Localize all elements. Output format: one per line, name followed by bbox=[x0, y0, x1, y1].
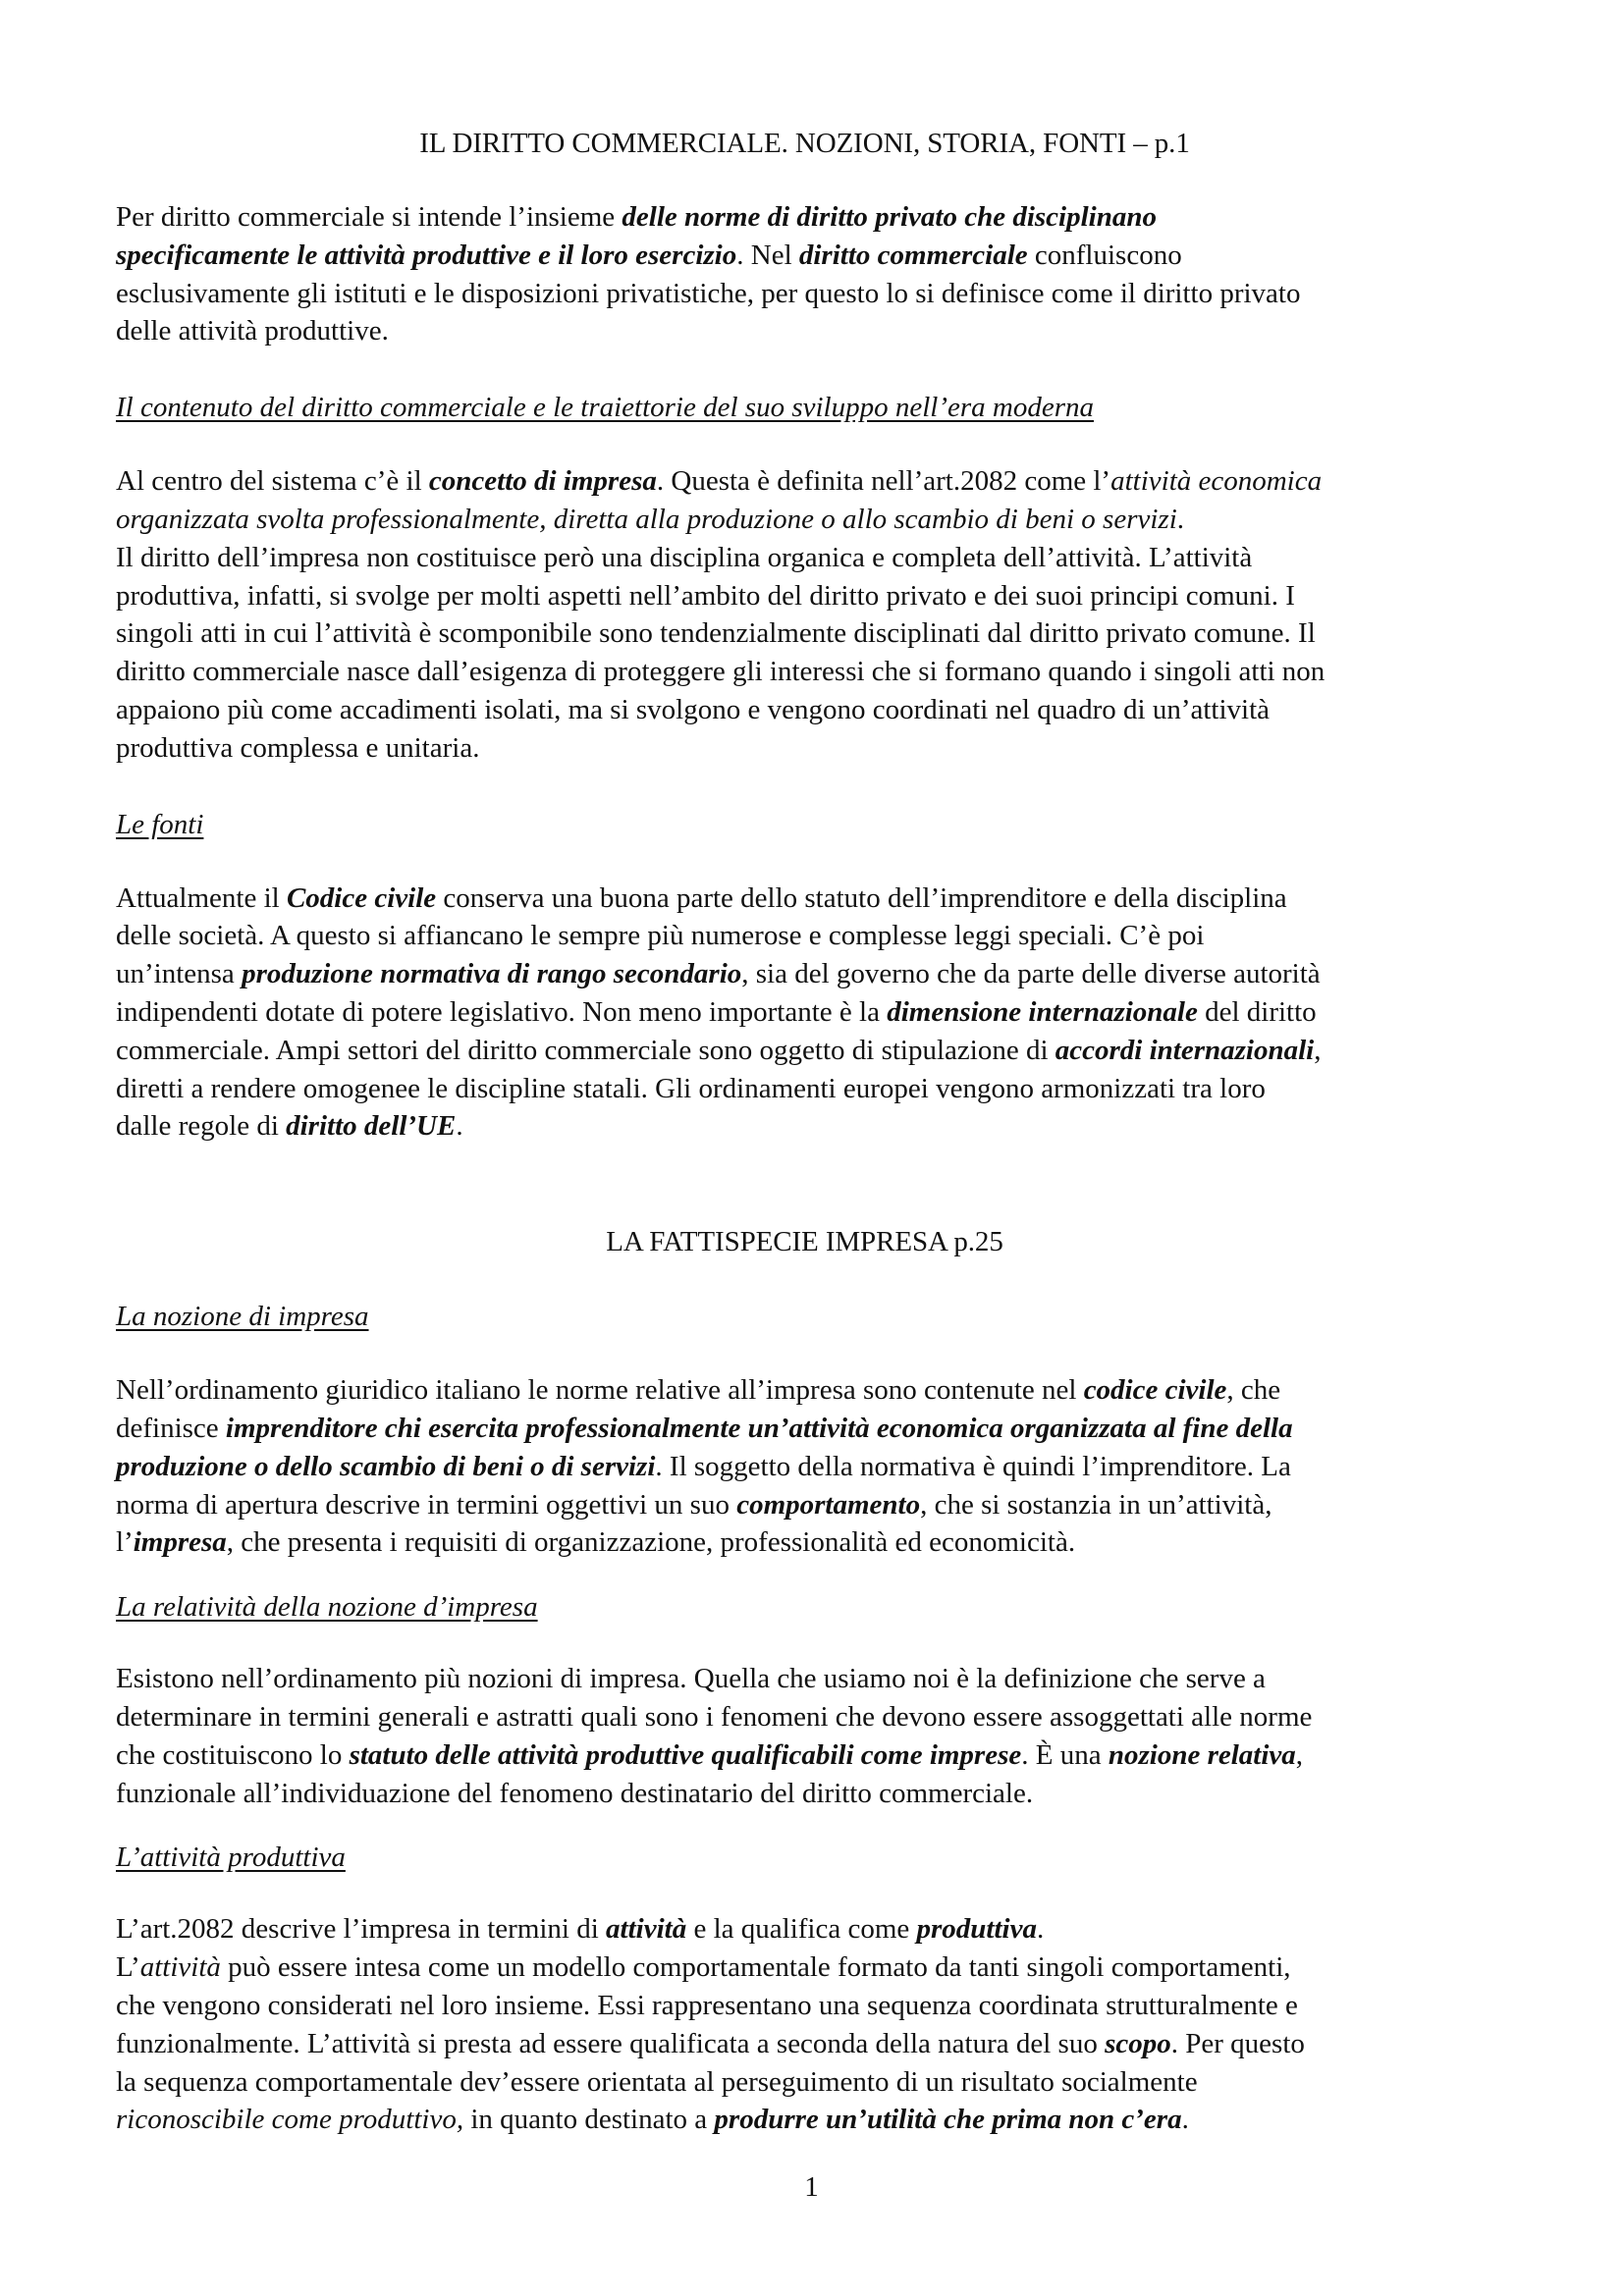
text-line bbox=[116, 312, 1493, 350]
text-run: . Per questo bbox=[1170, 2027, 1305, 2059]
text-line bbox=[116, 691, 1493, 729]
emphasis-run: produzione normativa di rango secondario bbox=[242, 958, 742, 990]
text-line bbox=[116, 577, 1493, 615]
emphasis-run: Codice civile bbox=[286, 881, 437, 914]
text-line bbox=[116, 1987, 1493, 2025]
text-line bbox=[116, 614, 1493, 653]
paragraph bbox=[116, 1660, 1493, 1812]
chapter-title: LA FATTISPECIE IMPRESA p.25 bbox=[606, 1226, 1003, 1258]
text-run: L’ bbox=[116, 1951, 140, 1984]
paragraph bbox=[116, 198, 1493, 350]
text-line bbox=[116, 653, 1493, 691]
section-subheading: Le fonti bbox=[116, 808, 204, 840]
text-run: delle società. A questo si affiancano le sempre più numerose e complesse leggi speciali. C’è poi bbox=[116, 920, 1205, 952]
emphasis-run: imprenditore chi esercita professionalmente un’attività economica organizzata al fine della bbox=[225, 1412, 1293, 1444]
text-run: commerciale. Ampi settori del diritto commerciale sono oggetto di stipulazione di bbox=[116, 1034, 1055, 1066]
text-run: confluiscono bbox=[1027, 239, 1182, 271]
text-run: che vengono considerati nel loro insieme. Essi rappresentano una sequenza coordinata strutturalmente e bbox=[116, 1989, 1298, 2021]
text-line bbox=[116, 1949, 1493, 1987]
text-line bbox=[116, 1736, 1493, 1775]
text-line bbox=[116, 1410, 1493, 1448]
text-run: , che bbox=[1226, 1374, 1281, 1407]
section-fonti bbox=[116, 805, 1493, 1147]
emphasis-run: produrre un’utilità che prima non c’era bbox=[714, 2104, 1182, 2136]
text-run: , sia del governo che da parte delle diverse autorità bbox=[741, 958, 1321, 990]
text-run: L’art.2082 descrive l’impresa in termini di bbox=[116, 1913, 607, 1946]
emphasis-run: diritto commerciale bbox=[798, 239, 1028, 271]
section-subheading: La nozione di impresa bbox=[116, 1301, 369, 1333]
emphasis-run: riconoscibile come produttivo, bbox=[116, 2104, 464, 2136]
text-run: . È una bbox=[1021, 1738, 1109, 1771]
text-run: norma di apertura descrive in termini oggettivi un suo bbox=[116, 1488, 737, 1521]
text-line bbox=[116, 1107, 1493, 1146]
text-run: funzionale all’individuazione del fenomeno destinatario del diritto commerciale. bbox=[116, 1777, 1034, 1809]
emphasis-run: statuto delle attività produttive qualificabili come imprese bbox=[349, 1738, 1022, 1771]
section-contenuto bbox=[116, 388, 1493, 767]
text-run: esclusivamente gli istituti e le disposizioni privatistiche, per questo lo si definisce come il diritto privato bbox=[116, 277, 1301, 309]
emphasis-run: organizzata svolta professionalmente, diretta alla produzione o allo scambio di beni o servizi bbox=[116, 503, 1177, 535]
emphasis-run: concetto di impresa bbox=[428, 465, 657, 498]
text-run: in quanto destinato a bbox=[463, 2104, 715, 2136]
emphasis-run: produzione o dello scambio di beni o di servizi bbox=[116, 1450, 656, 1482]
emphasis-run: impresa bbox=[133, 1526, 227, 1559]
paragraph bbox=[116, 462, 1493, 767]
text-run: , bbox=[1295, 1738, 1304, 1771]
text-run: Al centro del sistema c’è il bbox=[116, 465, 429, 498]
text-line bbox=[116, 880, 1493, 918]
text-run: che costituiscono lo bbox=[116, 1738, 350, 1771]
section-relativita bbox=[116, 1587, 1493, 1812]
emphasis-run: specificamente le attività produttive e il loro esercizio bbox=[116, 239, 737, 271]
text-line bbox=[116, 539, 1493, 577]
paragraph bbox=[116, 1910, 1493, 2139]
text-line bbox=[116, 2025, 1493, 2063]
text-run: l’ bbox=[116, 1526, 134, 1559]
text-line bbox=[116, 1698, 1493, 1736]
text-run: , che si sostanzia in un’attività, bbox=[920, 1488, 1272, 1521]
text-run: un’intensa bbox=[116, 958, 243, 990]
text-line bbox=[116, 1371, 1493, 1410]
emphasis-run: diritto dell’UE bbox=[286, 1110, 457, 1143]
text-run: appaiono più come accadimenti isolati, ma si svolgono e vengono coordinati nel quadro di un’attività bbox=[116, 693, 1271, 725]
text-run: Il diritto dell’impresa non costituisce però una disciplina organica e completa dell’attività. L’attività bbox=[116, 541, 1253, 573]
text-run: . Nel bbox=[736, 239, 799, 271]
text-line bbox=[116, 1660, 1493, 1698]
emphasis-run: accordi internazionali bbox=[1055, 1034, 1315, 1066]
text-run: Esistono nell’ordinamento più nozioni di impresa. Quella che usiamo noi è la definizione che serve a bbox=[116, 1663, 1266, 1695]
emphasis-run: dimensione internazionale bbox=[887, 995, 1198, 1028]
text-run: può essere intesa come un modello comportamentale formato da tanti singoli comportamenti, bbox=[220, 1951, 1291, 1984]
text-line bbox=[116, 237, 1493, 275]
paragraph bbox=[116, 1371, 1493, 1562]
page-number: 1 bbox=[804, 2171, 819, 2203]
text-line bbox=[116, 462, 1493, 501]
text-line bbox=[116, 729, 1493, 768]
text-run: del diritto bbox=[1197, 995, 1317, 1028]
text-line bbox=[116, 501, 1493, 539]
section-subheading: Il contenuto del diritto commerciale e le traiettorie del suo sviluppo nell’era moderna bbox=[116, 392, 1094, 424]
text-run: . bbox=[1181, 2104, 1189, 2136]
text-run: . Il soggetto della normativa è quindi l’imprenditore. La bbox=[655, 1450, 1291, 1482]
text-line bbox=[116, 917, 1493, 955]
page-title: IL DIRITTO COMMERCIALE. NOZIONI, STORIA, FONTI – p.1 bbox=[419, 128, 1190, 159]
section-subheading: L’attività produttiva bbox=[116, 1842, 346, 1874]
text-run: la sequenza comportamentale dev’essere orientata al perseguimento di un risultato socialmente bbox=[116, 2065, 1198, 2098]
text-run: funzionalmente. L’attività si presta ad essere qualificata a seconda della natura del suo bbox=[116, 2027, 1106, 2059]
text-line bbox=[116, 993, 1493, 1032]
text-run: delle attività produttive. bbox=[116, 315, 389, 347]
text-line bbox=[116, 1523, 1493, 1562]
emphasis-run: delle norme di diritto privato che disciplinano bbox=[622, 201, 1157, 233]
text-run: . Questa è definita nell’art.2082 come l’ bbox=[656, 465, 1111, 498]
text-line bbox=[116, 198, 1493, 237]
text-run: . bbox=[456, 1110, 463, 1143]
text-run: indipendenti dotate di potere legislativo. Non meno importante è la bbox=[116, 995, 888, 1028]
text-run: Per diritto commerciale si intende l’insieme bbox=[116, 201, 622, 233]
text-run: , bbox=[1314, 1034, 1322, 1066]
text-line bbox=[116, 1910, 1493, 1949]
emphasis-run: codice civile bbox=[1083, 1374, 1227, 1407]
text-run: conserva una buona parte dello statuto dell’imprenditore e della disciplina bbox=[436, 881, 1287, 914]
section-subheading: La relatività della nozione d’impresa bbox=[116, 1591, 538, 1624]
section-intro bbox=[116, 124, 1493, 350]
text-run: dalle regole di bbox=[116, 1110, 287, 1143]
text-run: . bbox=[1036, 1913, 1045, 1946]
emphasis-run: produttiva bbox=[916, 1913, 1037, 1946]
text-line bbox=[116, 1775, 1493, 1813]
emphasis-run: attività bbox=[139, 1951, 221, 1984]
text-run: produttiva complessa e unitaria. bbox=[116, 731, 480, 764]
text-line bbox=[116, 1448, 1493, 1486]
text-run: Attualmente il bbox=[116, 881, 287, 914]
text-run: diretti a rendere omogenee le discipline statali. Gli ordinamenti europei vengono armonizzati tra loro bbox=[116, 1072, 1266, 1104]
emphasis-run: scopo bbox=[1105, 2027, 1171, 2059]
text-line bbox=[116, 1032, 1493, 1070]
text-line bbox=[116, 275, 1493, 313]
text-line bbox=[116, 2101, 1493, 2139]
text-line bbox=[116, 1070, 1493, 1108]
emphasis-run: attività bbox=[606, 1913, 687, 1946]
section-attivita-produttiva bbox=[116, 1838, 1493, 2139]
text-line bbox=[116, 955, 1493, 993]
text-run: , che presenta i requisiti di organizzazione, professionalità ed economicità. bbox=[226, 1526, 1076, 1559]
text-run: Nell’ordinamento giuridico italiano le norme relative all’impresa sono contenute nel bbox=[116, 1374, 1084, 1407]
paragraph bbox=[116, 880, 1493, 1147]
emphasis-run: comportamento bbox=[736, 1488, 921, 1521]
text-line bbox=[116, 2063, 1493, 2102]
text-run: diritto commerciale nasce dall’esigenza di proteggere gli interessi che si formano quando i singoli atti non bbox=[116, 656, 1325, 688]
text-run: determinare in termini generali e astratti quali sono i fenomeni che devono essere assoggettati alle norme bbox=[116, 1700, 1313, 1733]
section-nozione-impresa bbox=[116, 1222, 1493, 1562]
text-run: e la qualifica come bbox=[686, 1913, 917, 1946]
emphasis-run: attività economica bbox=[1110, 465, 1323, 498]
text-run: definisce bbox=[116, 1412, 226, 1444]
emphasis-run: nozione relativa bbox=[1108, 1738, 1296, 1771]
text-run: . bbox=[1176, 503, 1184, 535]
text-run: singoli atti in cui l’attività è scomponibile sono tendenzialmente disciplinati dal diritto privato comune. Il bbox=[116, 617, 1316, 650]
text-line bbox=[116, 1486, 1493, 1524]
text-run: produttiva, infatti, si svolge per molti aspetti nell’ambito del diritto privato e dei suoi principi comuni. I bbox=[116, 579, 1295, 612]
